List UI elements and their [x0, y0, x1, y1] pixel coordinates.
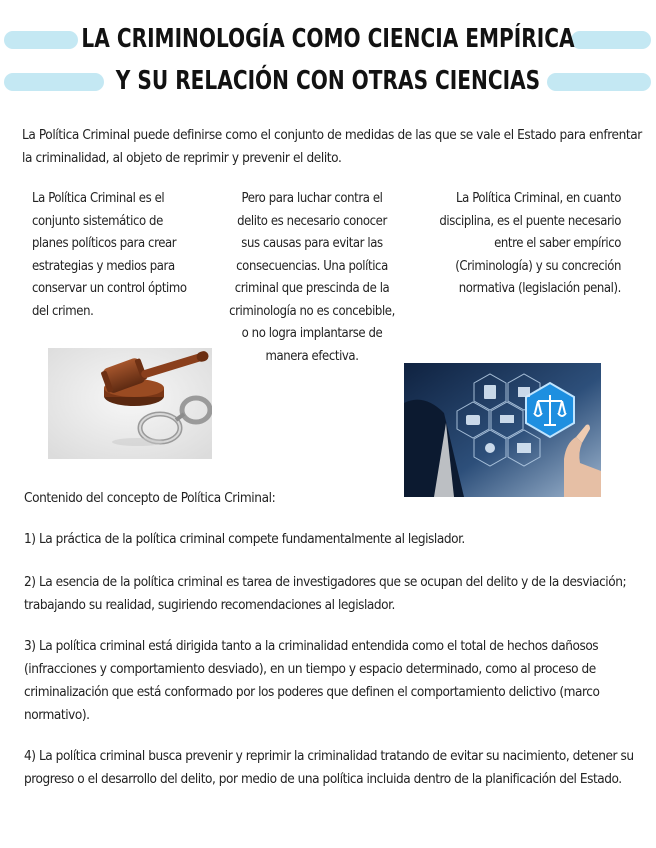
page-title-line-2: Y SU RELACIÓN CON OTRAS CIENCIAS [115, 66, 541, 96]
list-item: 3) La política criminal está dirigida tanto a la criminalidad entendida como el total de hechos dañosos (infracciones y comportamiento desviado), en un tiempo y espacio determinado, como al proceso de criminalización que está conformado por los poderes que definen el comportamiento delictivo (marco normativo). [24, 638, 600, 723]
column-center-text: Pero para luchar contra el delito es necesario conocer sus causas para evitar las consecuencias. Una política criminal que prescinda de la criminología no es concebible, o no logra implantarse de manera efectiva. [229, 191, 395, 364]
list-item: 4) La política criminal busca prevenir y reprimir la criminalidad tratando de evitar su nacimiento, detener su progreso o el desarrollo del delito, por medio de una política incluida dentro de la planificación del Estado. [24, 748, 634, 787]
scales-of-justice-icon [404, 363, 601, 497]
justice-scales-image [404, 363, 601, 497]
column-right-text: La Política Criminal, en cuanto disciplina, es el puente necesario entre el saber empírico (Criminología) y su concreción normativa (legislación penal). [439, 191, 621, 296]
title-line-2 [0, 64, 656, 98]
page-title-line-1: LA CRIMINOLOGÍA COMO CIENCIA EMPÍRICA [81, 24, 575, 54]
column-left-text: La Política Criminal es el conjunto sistemático de planes políticos para crear estrategias y medios para conservar un control óptimo del crimen. [32, 191, 187, 319]
gavel-handcuffs-image [48, 348, 212, 459]
list-item: 2) La esencia de la política criminal es tarea de investigadores que se ocupan del delito y de la desviación; trabajando su realidad, sugiriendo recomendaciones al legislador. [24, 574, 627, 613]
list-item: 1) La práctica de la política criminal compete fundamentalmente al legislador. [24, 531, 465, 547]
intro-paragraph: La Política Criminal puede definirse como el conjunto de medidas de las que se vale el Estado para enfrentar la criminalidad, al objeto de reprimir y prevenir el delito. [22, 127, 642, 166]
gavel-icon [48, 348, 212, 459]
section-title: Contenido del concepto de Política Criminal: [24, 490, 276, 506]
title-line-1 [0, 22, 656, 56]
